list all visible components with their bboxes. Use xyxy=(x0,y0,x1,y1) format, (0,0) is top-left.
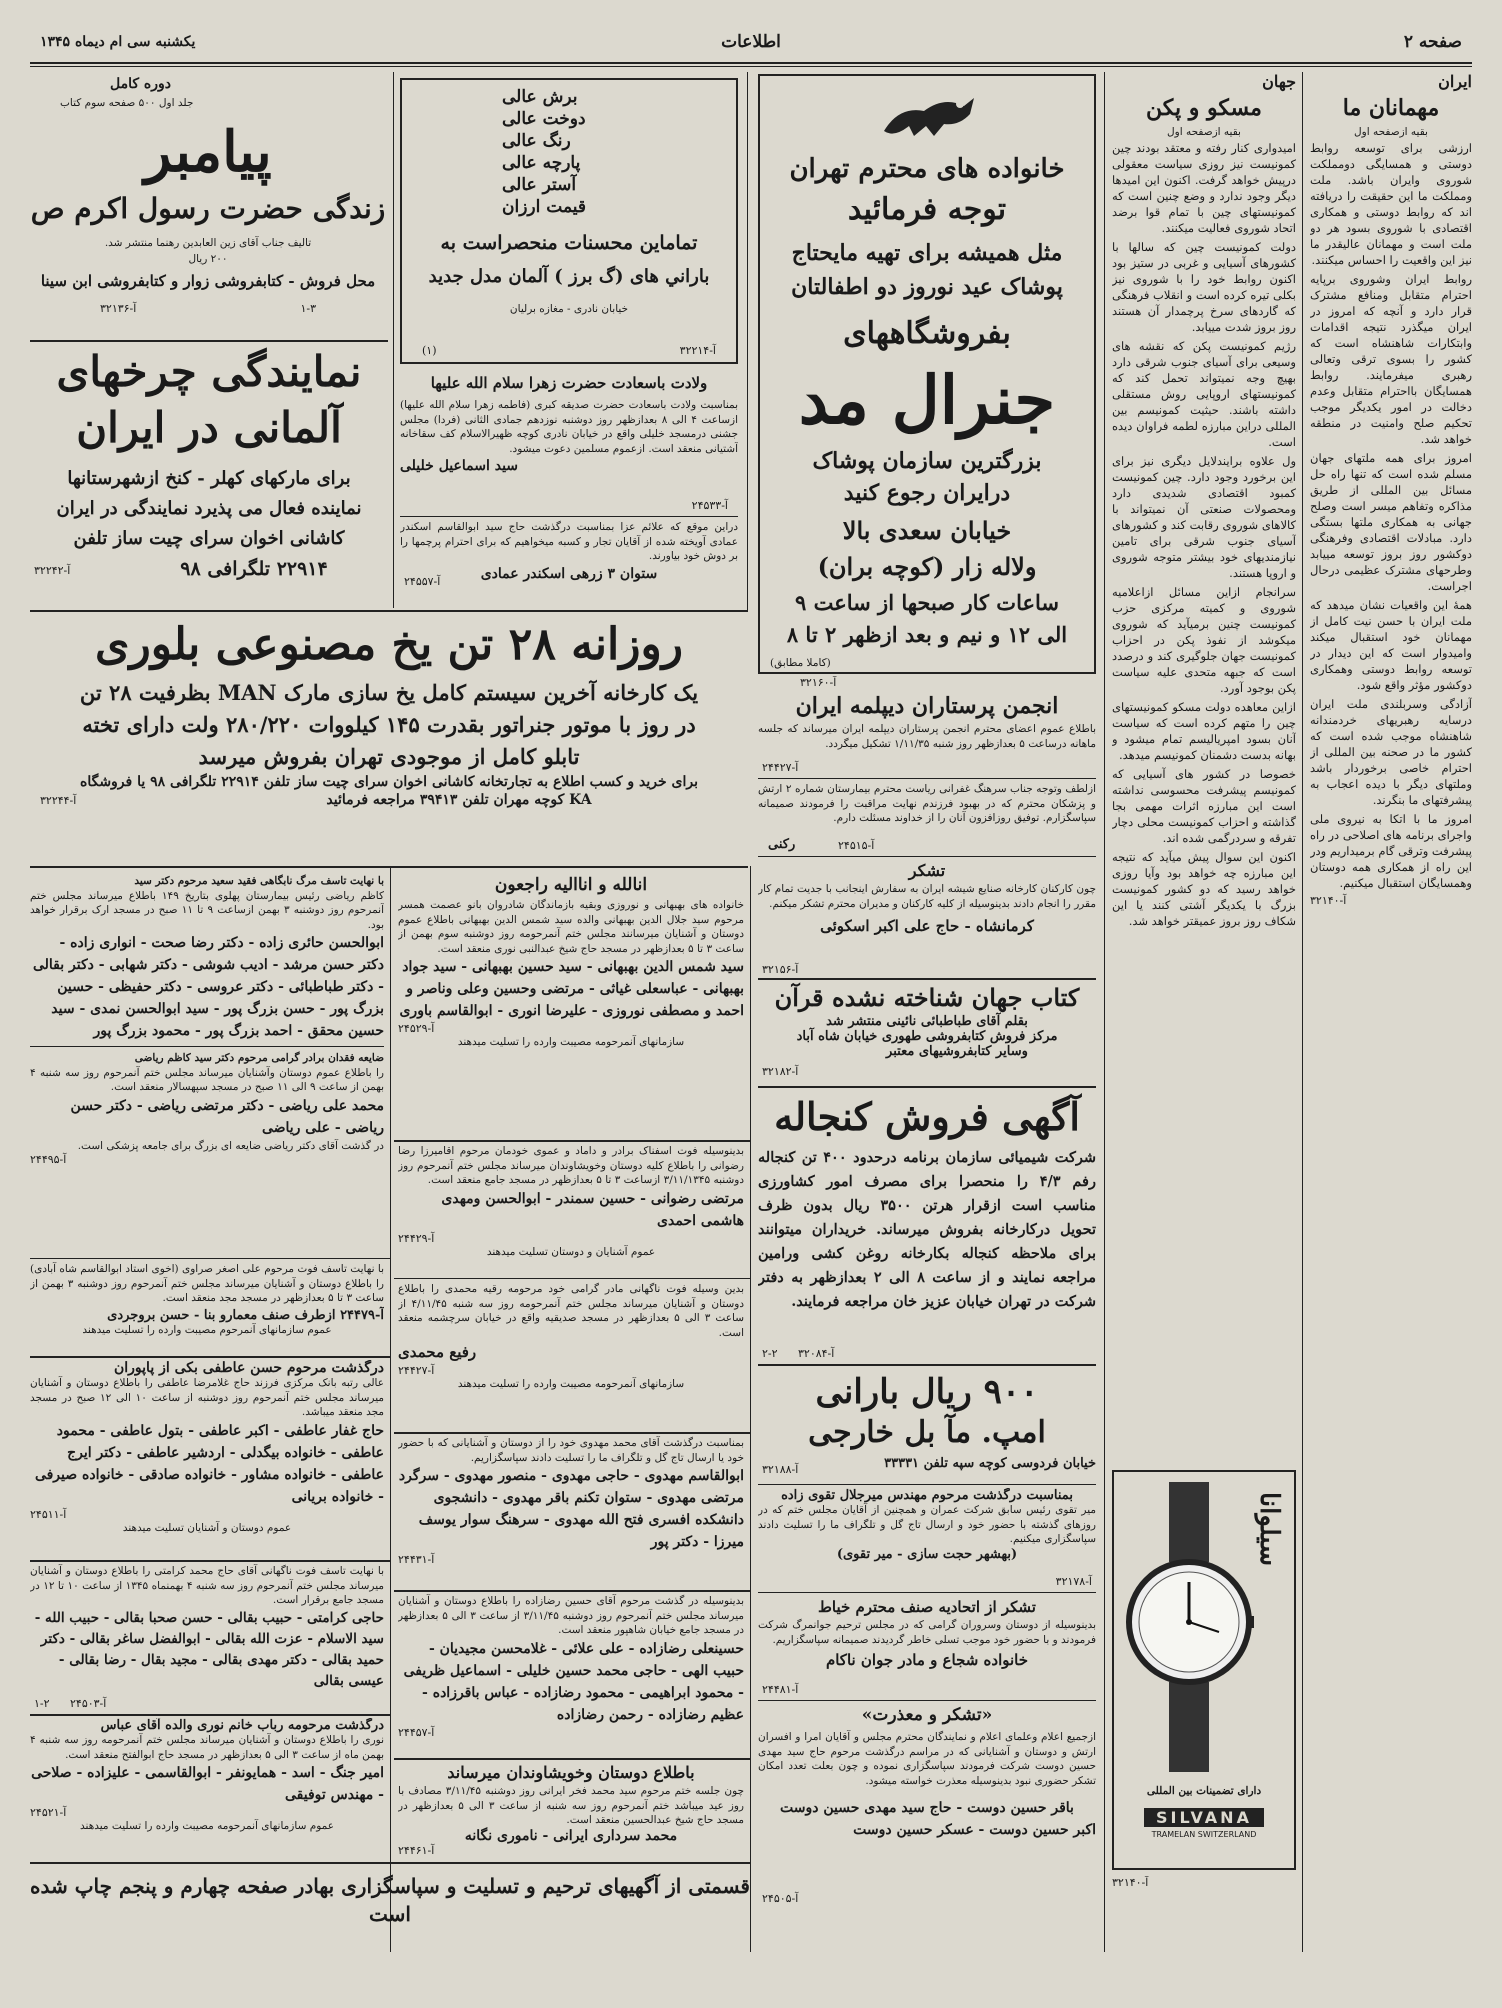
ad-code: آ-۲۴۴۹۵ xyxy=(30,1153,67,1166)
ad-code: آ-۲۴۴۲۷ xyxy=(762,761,799,774)
world-paragraph: رژیم کمونیست پکن که نقشه های وسیعی برای آسیای جنوب شرقی دارد بهیچ وجه نمیتواند تحمل کند که کمونیستهای اروپایی روش مستقلی داشته باشند. حیثیت کمونیسم بین المللی دراین مبارزه لطمه فراوان دیده است. xyxy=(1112,338,1296,449)
world-paragraph: امیدواری کنار رفته و معتقد بودند چین کمونیست نیز روزی سیاست معقولی درپیش خواهد گرفت. اکنون این امیدها دیگر وجود ندارد و وضع چنین است که کمونیستهای چین با تمام قوا برضد اتحاد شوروی فعالیت میکنند. xyxy=(1112,140,1296,235)
notice-body: دراین موقع که علائم عزا بمناسبت درگذشت حاج سید ابوالقاسم اسکندر عمادی آویخته شده از آقایان تجار و کسبه میخواهیم که برای احترام پرچمها را بر دوش خود بیاورند. xyxy=(400,521,738,562)
fabric-note: تماماین محسنات منحصراست به xyxy=(440,232,698,254)
book-volume: جلد اول ۵۰۰ صفحه سوم کتاب xyxy=(60,97,194,109)
notice-body: با نهایت تاسف فوت ناگهانی آقای حاج محمد کرامتی را باطلاع دوستان و آشنایان میرساند مجلس ختم آنمرحوم روز سه شنبه ۴ بهمنماه ۱۳۴۵ از ساعت ۱۰ تا ۱۲ در مسجد جامع برقرار است. xyxy=(30,1565,384,1606)
wheels-line1: برای مارکهای کهلر - کنخ ازشهرستانها xyxy=(67,468,351,489)
ad-code: آ-۳۲۱۵۶ xyxy=(762,963,799,976)
fabric-item: آستر عالی xyxy=(502,175,577,195)
gm-line2: توجه فرمائید xyxy=(847,192,1007,227)
ad-code: آ-۲۴۴۲۹ xyxy=(398,1231,435,1245)
notice-body: بمناسبت ولادت باسعادت حضرت صدیقه کبری (فاطمه زهرا سلام الله علیها) ازساعت ۴ الی ۸ بعدازظهر روز دوشنبه نوزدهم جمادی الثانی (فردا) مجلس جشنی درمسجد خلیلی واقع در خیابان نادری کوچه ظهیرالاسلام کف سقاخانه آشتیانی منعقد است. ازعموم مسلمین دعوت میشود. xyxy=(400,399,738,455)
wheels-ad xyxy=(30,346,388,606)
notice-footer: عموم آشنایان و دوستان تسلیت میدهند xyxy=(486,1245,656,1258)
ad-body: شرکت شیمیائی سازمان برنامه درحدود ۴۰۰ تن کنجاله رفم ۴/۳ را منحصرا برای مصرف امور کشاورزی مناسب است ازقرار هرتن ۳۵۰۰ ریال بدون ظرف تحویل درکارخانه بفروش میرساند. خریداران میتوانند برای ملاحظه کنجاله بکارخانه روغن کشی ورامین مراجعه نمایند و از ساعت ۸ الی ۲ بعدازظهر به دفتر شرکت در تهران خیابان عزیز خان مراجعه فرمایند. xyxy=(758,1149,1096,1310)
column-rule xyxy=(390,866,391,1952)
notice-names: ابوالقاسم مهدوی - حاجی مهدوی - منصور مهدوی - سرگرد مرتضی مهدوی - ستوان تکنم باقر مهدوی - دانشجوی دانشکده افسری فتح الله مهدوی - سرهنگ سوار یوسف میرزا - دکتر پور xyxy=(398,1468,744,1550)
wheels-line2: نماینده فعال می پذیرد نمایندگی در ایران xyxy=(56,498,362,519)
column-rule xyxy=(1302,72,1303,1952)
editorial-paragraph: روابط ایران وشوروی برپایه احترام متقابل ومنافع مشترک قرار دارد و آنچه که امروز در ایران میگذرد نتیجه اقدامات وابتکارات شاهنشاه است که کشور را بسوی ترقی وتعالی رهبری میفرمایند. روابط همسایگان بااحترام متقابل وعدم دخالت در امور یکدیگر موجب تحکیم صلح وامنیت در منطقه خواهد شد. xyxy=(1310,271,1472,446)
gm-line1: خانواده های محترم تهران xyxy=(789,154,1065,184)
notice-note: در گذشت آقای دکتر ریاضی ضایعه ای بزرگ برای جامعه پزشکی است. xyxy=(77,1139,384,1152)
notice-signature: اکبر حسین دوست - عسکر حسین دوست xyxy=(853,1822,1096,1838)
notice-names: امیر جنگ - اسد - همایونفر - ابوالقاسمی - علیزاده - صلاحی - مهندس توفیقی xyxy=(31,1765,384,1803)
ad-code: آ-۲۴۵۱۱ xyxy=(30,1507,67,1521)
section-rule xyxy=(30,340,388,342)
ice-line3: تابلو کامل از موجودی تهران بفروش میرسد xyxy=(198,744,580,769)
editorial-title: مهمانان ما xyxy=(1342,95,1440,121)
fabric-item: برش عالی xyxy=(502,87,578,107)
ad-code: آ-۳۲۱۴۰ xyxy=(1310,893,1347,907)
rezazadeh-obituary xyxy=(398,1594,744,1754)
notice-names: محمد سرداری ایرانی - ناموری نگانه xyxy=(464,1827,678,1844)
behbahani-obituary xyxy=(398,874,744,1136)
page-label: صفحه ۲ xyxy=(1403,32,1462,52)
notice-signature: سید اسماعیل خلیلی xyxy=(400,458,519,474)
raincoat-brand: امپ. مآ بل خارجی xyxy=(808,1415,1046,1450)
section-rule xyxy=(758,978,1096,980)
gm-line10: الی ۱۲ و نیم و بعد ازظهر ۲ تا ۸ xyxy=(786,622,1068,647)
hospital-thanks-notice xyxy=(758,782,1096,852)
notice-title: تشکر xyxy=(908,861,946,880)
ad-code: ۱-۲ xyxy=(34,1697,50,1710)
ad-code: آ-۲۴۴۳۱ xyxy=(398,1553,435,1566)
notice-body: بدینوسیله از دوستان وسروران گرامی که در مجلس ترحیم جوانمرگ شرکت فرمودند و با حضور خود موجب تسلی خاطر گردیدند صمیمانه سپاسگزاریم. xyxy=(758,1619,1096,1646)
ad-code: آ-۳۲۲۴۲ xyxy=(34,564,71,577)
notice-body: خانواده های بهبهانی و نوروزی وبقیه بازماندگان شادروان بانو عصمت همسر مرحوم سید جلال الدین بهبهانی والده سید شمس الدین بهبهانی باطلاع عموم دوستان و آشنایان میرسانند مجلس ختم آنمرحومه روز دوشنبه سوم بهمن از ساعت ۳ تا ۵ بعدازظهر در مسجد حاج شیخ عبدالنبی نوری منعقد است. xyxy=(398,899,744,955)
gm-line8: ولاله زار (کوچه بران) xyxy=(817,552,1037,581)
fabric-item: قیمت ارزان xyxy=(502,197,587,217)
notice-footer: عموم دوستان و آشنایان تسلیت میدهند xyxy=(122,1521,292,1534)
notice-signature: رکنی xyxy=(768,837,796,852)
apology-thanks-notice xyxy=(758,1704,1096,1954)
ad-code: آ-۳۲۲۴۴ xyxy=(40,794,77,807)
book-title: پیامبر xyxy=(144,119,272,185)
column-rule xyxy=(393,72,394,608)
notice-body: چون کارکنان کارخانه صنایع شیشه ایران به سفارش اینجانب با جدیت تمام کار مقرر را انجام دادند بدینوسیله از کلیه کارکنان و مدیران محترم تشکر میکنم. xyxy=(758,883,1096,910)
book-line: بقلم آقای طباطبائی نائینی منتشر شد xyxy=(826,1014,1028,1029)
notice-names: سید شمس الدین بهبهانی - سید حسین بهبهانی - سید جواد بهبهانی - عباسعلی غیاثی - مرتضی وحسین وعلی وناصر و احمد و مصطفی نوروزی - علیرضا انوری - ابوالقاسم باوری xyxy=(399,959,744,1019)
footer-rule xyxy=(30,1862,750,1864)
notice-body: نوری را باطلاع دوستان و آشنایان میرساند مجلس ختم آنمرحومه روز سه شنبه ۴ بهمن ماه از ساعت ۳ الی ۵ بعدازظهر در مسجد حاج ابوالفتح منعقد است. xyxy=(30,1734,384,1761)
mahdavi-thanks xyxy=(398,1436,744,1586)
issue-date: یکشنبه سی ام دیماه ۱۳۴۵ xyxy=(40,34,196,50)
sesame-meal-ad xyxy=(758,1092,1096,1360)
editorial-paragraph: آزادگی وسربلندی ملت ایران درسایه رهبریهای خردمندانه شاهنشاه موجب شده است که کشور ما در صحنه بین المللی از احترام خاصی برخوردار باشد وملتهای دیگر با دیده اعجاب به پیشرفتهای ما بنگرند. xyxy=(1310,696,1472,807)
notice-title: انجمن پرستاران دیپلمه ایران xyxy=(795,693,1059,719)
notice-signature: ستوان ۳ زرهی اسکندر عمادی xyxy=(480,565,658,582)
masthead xyxy=(30,26,1472,58)
ice-line2: در روز با موتور جنراتور بقدرت ۱۴۵ کیلووات ۲۸۰/۲۲۰ ولت دارای تخته xyxy=(82,712,696,737)
raincoat-fabric-ad xyxy=(400,78,738,364)
section-rule xyxy=(758,1700,1096,1701)
fabric-item: دوخت عالی xyxy=(502,109,586,129)
ad-code: آ-۲۴۴۲۷ xyxy=(398,1364,435,1377)
notice-body: باطلاع عموم اعضای محترم انجمن پرستاران دیپلمه ایران میرساند که جلسه ماهانه درساعت ۵ بعدازظهر روز شنبه ۱/۱۱/۳۵ تشکیل میگردد. xyxy=(758,723,1096,750)
notice-body: کاظم ریاضی رئیس بیمارستان پهلوی بتاریخ ۱۴۹ باطلاع میرساند مجلس ختم آنمرحوم روز دوشنبه ۳ بهمن ازساعت ۹ تا ۱۱ صبح در مسجد ارک برقرار خواهد بود. xyxy=(30,889,384,931)
world-paragraph: دولت کمونیست چین که سالها با کشورهای آسیایی و غربی در ستیز بود اکنون روابط خود را با شوروی نیز بکلی تیره کرده است و انقلاب فرهنگی که گاردهای سرخ پرچمدار آن هستند روز بروز شدت مییابد. xyxy=(1112,239,1296,334)
flags-notice xyxy=(400,520,738,600)
gm-line6: درایران رجوع کنید xyxy=(843,480,1011,506)
ad-title: آگهی فروش کنجاله xyxy=(774,1094,1080,1139)
notice-names: مرتضی رضوانی - حسین سمندر - ابوالحسن ومهدی هاشمی احمدی xyxy=(441,1190,744,1229)
birth-celebration-notice xyxy=(400,372,738,512)
wheels-line3: کاشانی اخوان سرای چیت ساز تلفن xyxy=(73,528,345,549)
notice-title: درگذشت مرحومه رباب خانم نوری والده آقای عباس xyxy=(100,1718,384,1733)
ice-line5: KA کوچه مهران تلفن ۳۹۴۱۳ مراجعه فرمائید xyxy=(326,792,592,808)
world-paragraph: ازاین معاهده دولت مسکو کمونیستهای چین را متهم کرده است که سیاست آنان بسود امپریالیسم تمام میشود و بهانه بدست دشمنان کمونیسم میدهد. xyxy=(1112,699,1296,762)
raincoat-price: ۹۰۰ ریال بارانی xyxy=(815,1372,1039,1412)
editorial-paragraph: ارزشی برای توسعه روابط دوستی و همسایگی دومملکت شوروی وایران باشد. ملت ومملکت ما این حقیقت را دریافته اند که روابط دوستی و همکاری اقتصادی با شوروی بسود هر دو ملت است و مهمانان عالیقدر ما نیز این واقعیت را احساس میکنند. xyxy=(1310,140,1472,267)
notice-names: آ-۲۴۴۷۹ ازطرف صنف معمارو بنا - حسن بروجردی xyxy=(107,1307,384,1323)
ad-code: آ-۲۴۵۰۵ xyxy=(762,1892,799,1905)
watch-icon xyxy=(1124,1482,1254,1782)
section-rule xyxy=(758,1592,1096,1593)
ad-code: آ-۲۴۵۰۳ xyxy=(70,1697,107,1710)
gm-line4: بفروشگاههای xyxy=(843,316,1011,351)
ad-code: آ-۳۲۱۴۰ xyxy=(1112,1876,1149,1889)
notice-names: محمد علی ریاضی - دکتر مرتضی ریاضی - دکتر حسن ریاضی - علی ریاضی xyxy=(70,1097,384,1136)
factory-thanks-notice xyxy=(758,860,1096,976)
book-title: کتاب جهان شناخته نشده قرآن xyxy=(774,983,1080,1012)
section-rule xyxy=(394,1590,750,1592)
ad-code: آ-۲۴۵۲۹ xyxy=(398,1022,435,1035)
column-iran xyxy=(1310,72,1472,1952)
karamati-obituary xyxy=(30,1564,384,1710)
riazi-obituary xyxy=(30,874,384,1254)
notice-footer: سازمانهای آنمرحومه مصیبت وارده را تسلیت میدهند xyxy=(457,1378,685,1390)
ad-code: آ-۳۲۱۸۸ xyxy=(762,1463,799,1476)
section-rule xyxy=(30,866,748,868)
notice-signature: (بهشهر حجت سازی - میر تقوی) xyxy=(836,1546,1018,1562)
book-author: تالیف جناب آقای زین العابدین رهنما منتشر شد. xyxy=(104,237,312,249)
book-price: ۲۰۰ ریال xyxy=(188,253,228,265)
notice-body: بمناسبت درگذشت آقای محمد مهدوی خود را از دوستان و آشنایانی که با حضور خود یا ارسال تاج گل و تلگراف ما را تسلیت دادند سپاسگزاریم. xyxy=(398,1437,744,1464)
raincoat-address: خیابان فردوسی کوچه سپه تلفن ۳۳۳۳۱ xyxy=(884,1456,1096,1471)
footer-notice-text: قسمتی از آگهیهای ترحیم و تسلیت و سپاسگزاری بهادر صفحه چهارم و پنجم چاپ شده است xyxy=(30,1874,750,1926)
notice-body: عالی رتبه بانک مرکزی فرزند حاج غلامرضا عاطفی را باطلاع دوستان و آشنایان میرساند مجلس ختم آنمرحوم روز دوشنبه از ساعت ۱۰ الی ۱۲ صبح در مسجد مجد منعقد میباشد. xyxy=(30,1377,384,1418)
notice-intro: ضایعه فقدان برادر گرامی مرحوم دکتر سید کاظم ریاضی xyxy=(134,1052,384,1064)
ad-number: (۱) xyxy=(422,344,437,357)
notice-signature: باقر حسین دوست - حاج سید مهدی حسین دوست xyxy=(780,1800,1074,1816)
section-rule xyxy=(394,1278,750,1279)
ad-code: ۱-۳ xyxy=(300,302,316,315)
notice-footer: عموم سازمانهای آنمرحوم مصیبت وارده را تسلیت میدهند xyxy=(82,1323,332,1336)
book-subtitle: زندگی حضرت رسول اکرم ص xyxy=(30,192,386,225)
ice-line4: برای خرید و کسب اطلاع به تجارتخانه کاشانی اخوان سرای چیت ساز تلفن ۲۲۹۱۴ تلگرافی ۹۸ یا فروشگاه xyxy=(79,774,699,790)
ataei-obituary xyxy=(30,1360,384,1556)
nurses-association-notice xyxy=(758,692,1096,774)
editorial-paragraph: همهٔ این واقعیات نشان میدهد که ملت ایران با حسن نیت کامل از مهمانان خود استقبال میکند وامیدوار است که این دیدار در توسعه روابط دوستی وهمکاری دوکشور مؤثر واقع شود. xyxy=(1310,597,1472,692)
book-edition: دوره کامل xyxy=(110,76,171,92)
section-rule xyxy=(394,1140,750,1142)
notice-names: ابوالحسن حائری زاده - دکتر رضا صحت - انواری زاده - دکتر حسن مرشد - ادیب شوشی - دکتر شهابی - دکتر بقالی - دکتر طباطبائی - دکتر عروسی - دکتر حفیظی - حسین بزرگ پور - حسن بزرگ پور - سید ابوالحسن نمدی - سید حسین محقق - احمد بزرگ پور - محمود بزرگ پور xyxy=(32,935,384,1039)
nouri-obituary xyxy=(30,1718,384,1848)
world-paragraph: خصوصا در کشور های آسیایی که کمونیسم پیشرفت محسوسی نداشته است این مبارزه اثرات مهمی بجا گذاشته و احزاب کمونیست محلی دچار تفرقه و سردرگمی شده اند. xyxy=(1112,766,1296,845)
taghavi-thanks-notice xyxy=(758,1488,1096,1588)
ad-code: آ-۲۴۵۲۱ xyxy=(30,1806,67,1819)
gm-line5: بزرگترین سازمان پوشاک xyxy=(812,448,1042,474)
notice-title: بمناسبت درگذشت مرحوم مهندس میرجلال تقوی زاده xyxy=(781,1488,1073,1503)
fabric-address: خیابان نادری - مغازه برلیان xyxy=(509,303,629,315)
section-rule xyxy=(394,1758,750,1760)
watch-ad-heading: سیلوانا xyxy=(1254,1492,1284,1567)
notice-signature: کرمانشاه - حاج علی اکبر اسکوئی xyxy=(820,917,1034,935)
masthead-rule xyxy=(30,62,1472,64)
ad-code: آ-۳۲۲۱۴ xyxy=(679,344,716,357)
general-mode-ad xyxy=(758,74,1096,674)
continued-note: بقیه ازصفحه اول xyxy=(1354,126,1428,138)
column-rule xyxy=(747,72,748,612)
quran-book-ad xyxy=(758,982,1096,1082)
section-rule xyxy=(394,1432,750,1434)
notice-names: حاجی کرامتی - حبیب بقالی - حسن صحبا بقالی - حبیب الله - سید الاسلام - عزت الله بقالی - ابوالفضل ساغر بقالی - دکتر حمید بقالی - دکتر مهدی بقالی - مجید بقال - رضا بقالی - عیسی بقالی xyxy=(34,1609,384,1689)
world-paragraph: ول علاوه برایندلایل دیگری نیز برای این برخورد وجود دارد. چین کمونیست کمبود اقتصادی شدیدی دارد ومحصولات صنعتی آن نمیتواند با کالاهای شوروی رقابت کند و کشورهای آسیای جنوب شرقی برای تامین نیازمندیهای خود بیشتر متوجه شوروی و اروپا هستند. xyxy=(1112,453,1296,580)
continued-note: بقیه ازصفحه اول xyxy=(1167,126,1241,138)
notice-title: درگذشت مرحوم حسن عاطفی بکی از پاپوران xyxy=(114,1360,384,1376)
notice-body: را باطلاع عموم دوستان وآشنایان میرساند مجلس ختم آنمرحوم روز سه شنبه ۴ بهمن از ساعت ۹ الی ۱۱ صبح در مسجد سپهسالار منعقد است. xyxy=(30,1066,384,1093)
ad-code: آ-۳۲۱۶۰ xyxy=(800,676,837,689)
notice-title: انالله و اناالیه راجعون xyxy=(494,875,648,895)
notice-names: حسینعلی رضازاده - علی علائی - غلامحسن مجیدیان - حبیب الهی - حاجی محمد حسین خلیلی - اسماعیل ظریفی - محمود ابراهیمی - محمود رضازاده - عباس باقرزاده - عظیم رضازاده - رحمن رضازاده xyxy=(403,1640,744,1723)
watch-caption: دارای تضمینات بین المللی xyxy=(1146,1785,1262,1797)
book-line: وسایر کتابفروشیهای معتبر xyxy=(886,1044,1028,1059)
book-store: محل فروش - کتابفروشی زوار و کتابفروشی ابن سینا xyxy=(40,272,376,290)
section-rule xyxy=(758,778,1096,779)
gm-brand: جنرال مد xyxy=(798,361,1056,439)
book-ad xyxy=(30,76,386,336)
section-rule xyxy=(758,1086,1096,1088)
section-rule xyxy=(30,1356,390,1358)
ad-code: آ-۲۴۴۸۱ xyxy=(762,1683,799,1696)
section-label-iran: ایران xyxy=(1438,72,1472,91)
fabric-item: رنگ عالی xyxy=(502,131,571,151)
section-rule xyxy=(30,610,748,612)
gm-line9: ساعات کار صبحها از ساعت ۹ xyxy=(795,590,1059,615)
notice-title: تشکر از اتحادیه صنف محترم خیاط xyxy=(818,1598,1036,1616)
notice-body: بدین وسیله فوت ناگهانی مادر گرامی خود مرحومه رقیه محمدی را باطلاع دوستان و آشنایان میرساند مجلس ختم آنمرحومه روز سه شنبه ۴/۱۱/۴۵ از ساعت ۳ الی ۵ بعدازظهر در مسجد صدیقیه واقع در خیابان سرچشمه منعقد است. xyxy=(398,1283,744,1339)
book-line: مرکز فروش کتابفروشی طهوری خیابان شاه آباد xyxy=(796,1029,1058,1044)
notice-title: ولادت باسعادت حضرت زهرا سلام الله علیها xyxy=(430,374,708,392)
wheels-title2: آلمانی در ایران xyxy=(76,403,342,452)
world-paragraph: سرانجام ازاین مسائل ازاعلامیه شوروی و کمیته مرکزی حزب کمونیست چنین برمیآید که شوروی میکوشد از نفوذ پکن در احزاب کمونیست جهان جلوگیری کند و درصدد است که جبهه متحدی علیه سیاست پکن بوجود آورد. xyxy=(1112,584,1296,695)
lion-logo-icon xyxy=(874,86,984,146)
section-rule xyxy=(758,856,1096,857)
notice-intro: با نهایت تاسف مرگ نابگاهی فقید سعید مرحوم دکتر سید xyxy=(134,875,384,887)
notice-body: میر تقوی رئیس سابق شرکت عمران و همچنین از آقایان مجلس ختم که در روزهای گذشته با حضور خود و ارسال تاج گل و تلگراف ما را تسلیت دادند سپاسگزاری میکنیم. xyxy=(758,1504,1096,1545)
ad-code: آ-۲۴۵۳۳ xyxy=(691,499,728,512)
ice-factory-ad xyxy=(30,616,748,810)
section-rule xyxy=(758,1484,1096,1485)
rezvani-obituary xyxy=(398,1144,744,1274)
section-label-world: جهان xyxy=(1262,72,1296,91)
editorial-paragraph: امروز ما با اتکا به نیروی ملی واجرای برنامه های اصلاحی در راه پیشرفت وترقی گام برمیداریم ودر این راه از همکاری همه دوستان وهمسایگان استقبال میکنیم. xyxy=(1310,811,1472,890)
world-paragraph: اکنون این سوال پیش میآید که نتیجه این مبارزه چه خواهد بود وآیا روزی خواهد رسید که دو کشور کمونیست بزرگ با یکدیگر آشتی کنند یا این شکاف روز بروز عمیقتر خواهد شد. xyxy=(1112,849,1296,928)
ice-headline: روزانه ۲۸ تن یخ مصنوعی بلوری xyxy=(95,619,683,670)
notice-body: ازلطف وتوجه جناب سرهنگ غفرانی ریاست محترم بیمارستان شماره ۲ ارتش و پزشکان محترم که در بهبود فرزندم نهایت مراقبت را فرمودند صمیمانه سپاسگزارم. توفیق روزافزون آنان را از خداوند مسئلت دارم. xyxy=(758,783,1096,824)
notice-footer: سازمانهای آنمرحومه مصیبت وارده را تسلیت میدهند xyxy=(457,1036,685,1048)
ad-code: آ-۳۲۱۳۶ xyxy=(100,302,137,315)
watch-brand-sub: TRAMELAN SWITZERLAND xyxy=(1151,1830,1257,1839)
section-rule xyxy=(30,1714,390,1716)
tailors-thanks-notice xyxy=(758,1596,1096,1696)
fabric-brand: باراني های (گ برز ) آلمان مدل جدید xyxy=(428,266,710,287)
column-rule xyxy=(750,866,751,1952)
mohammadi-obituary xyxy=(398,1282,744,1428)
world-title: مسکو و پکن xyxy=(1146,95,1262,121)
section-rule xyxy=(30,1560,390,1562)
watch-brand: SILVANA xyxy=(1144,1808,1264,1827)
fabric-item: پارچه عالی xyxy=(502,153,581,173)
notice-body: بدینوسیله فوت اسفناک برادر و داماد و عموی خودمان مرحوم اقامیرزا رضا رضوانی را باطلاع کلیه دوستان وخویشاوندان میرساند مجلس ختم آنمرحوم روز دوشنبه ۳/۱۱/۱۳۴۵ ازساعت ۳ تا ۵ بعدازظهر در مسجد جامع منعقد است. xyxy=(398,1145,744,1186)
notice-names: رفیع محمدی xyxy=(398,1343,477,1361)
wheels-title1: نمایندگی چرخهای xyxy=(56,347,362,396)
gm-line7: خیابان سعدی بالا xyxy=(842,516,1012,545)
notice-names: حاج غفار عاطفی - اکبر عاطفی - بتول عاطفی - محمود عاطفی - خانواده بیگدلی - اردشیر عاطفی - دکتر ایرج عاطفی - خانواده مشاور - خانواده صادقی - خانواده صیرفی - خانواده بریانی xyxy=(34,1422,384,1505)
ad-code: آ-۲۴۵۵۷ xyxy=(404,575,441,588)
notice-body: ازجمیع اعلام وعلمای اعلام و نمایندگان محترم مجلس و آقایان امرا و افسران ارتش و دوستان و آشنایانی که در مراسم درگذشت مرحوم حاج سید مهدی حسین دوست شرکت فرمودند سپاسگزاری نموده و چون بعلت تعدد امکان تشکر حضوری نبود بدینوسیله معذرت خواسته میشود. xyxy=(758,1731,1096,1787)
footer-notice xyxy=(30,1872,750,1932)
ad-code: آ-۳۲۰۸۴ xyxy=(798,1347,835,1360)
ad-code: آ-۳۲۱۸۲ xyxy=(762,1065,799,1078)
notice-signature: خانواده شجاع و مادر جوان ناکام xyxy=(825,1651,1029,1669)
hosseini-obituary xyxy=(30,1262,384,1352)
ad-code: آ-۲۴۴۵۷ xyxy=(398,1725,435,1739)
ad-code: آ-۲۴۴۶۱ xyxy=(398,1843,435,1857)
section-rule xyxy=(400,516,738,517)
ice-line1: یک کارخانه آخرین سیستم کامل یخ سازی مارک MAN بظرفیت ۲۸ تن xyxy=(79,680,699,705)
ad-code: آ-۲۴۵۱۵ xyxy=(838,839,875,852)
paper-name: اطلاعات xyxy=(721,32,781,52)
section-rule xyxy=(30,1258,390,1259)
notice-title: «تشکر و معذرت» xyxy=(861,1705,993,1725)
notice-footer: عموم سازمانهای آنمرحومه مصیبت وارده را تسلیت میدهند xyxy=(80,1820,334,1832)
raincoat-price-ad xyxy=(758,1370,1096,1480)
ad-code: آ-۳۲۱۷۸ xyxy=(1055,1575,1092,1588)
masthead-rule-2 xyxy=(30,66,1472,67)
notice-body: چون جلسه ختم مرحوم سید محمد فخر ایرانی روز دوشنبه ۳/۱۱/۴۵ مصادف با روز عید میباشد ختم آنمرحوم روز سه شنبه از ساعت ۳ الی ۵ بعدازظهر در مسجد حاج شیخ عبدالحسین منعقد است. xyxy=(398,1785,744,1826)
column-rule xyxy=(1104,72,1105,1952)
notice-body: با نهایت تاسف فوت مرحوم علی اصغر صراوی (اخوی استاد ابوالقاسم شاه آبادی) را باطلاع دوستان و آشنایان میرساند مجلس ختم آنمرحوم روز دوشنبه ۳ بهمن از ساعت ۳ تا ۵ بعدازظهر در مسجد مجد منعقد است. xyxy=(30,1263,384,1304)
friends-notice xyxy=(398,1762,744,1858)
inner-rule xyxy=(30,1046,384,1047)
section-rule xyxy=(758,1364,1096,1366)
ad-code: ۲-۲ xyxy=(762,1347,778,1360)
editorial-paragraph: امروز برای همه ملتهای جهان مسلم شده است که تنها راه حل مسائل بین المللی از طریق مذاکره وتفاهم میسر است وصلح جهانی به همکاری ملتها بستگی دارد. مبادلات اقتصادی وفرهنگی دوکشور روز بروز توسعه مییابد وطرحهای مشترک عظیمی درحال اجراست. xyxy=(1310,450,1472,593)
wheels-line4: ۲۲۹۱۴ تلگرافی ۹۸ xyxy=(180,558,328,580)
notice-body: بدینوسیله در گذشت مرحوم آقای حسین رضازاده را باطلاع دوستان و آشنایان میرساند مجلس ختم آنمرحوم روز دوشنبه ۳/۱۱/۴۵ از ساعت ۳ الی ۵ بعدازظهر در مسجد جامع خیابان شاهپور منعقد است. xyxy=(398,1595,744,1636)
gm-footnote: (کاملا مطابق) xyxy=(770,657,831,669)
watch-ad xyxy=(1112,1470,1296,1870)
gm-line3: مثل همیشه برای تهیه مایحتاج پوشاک عید نوروز دو اطفالتان xyxy=(791,240,1063,300)
column-world xyxy=(1112,72,1296,1462)
notice-title: باطلاع دوستان وخویشاوندان میرساند xyxy=(447,1763,695,1782)
